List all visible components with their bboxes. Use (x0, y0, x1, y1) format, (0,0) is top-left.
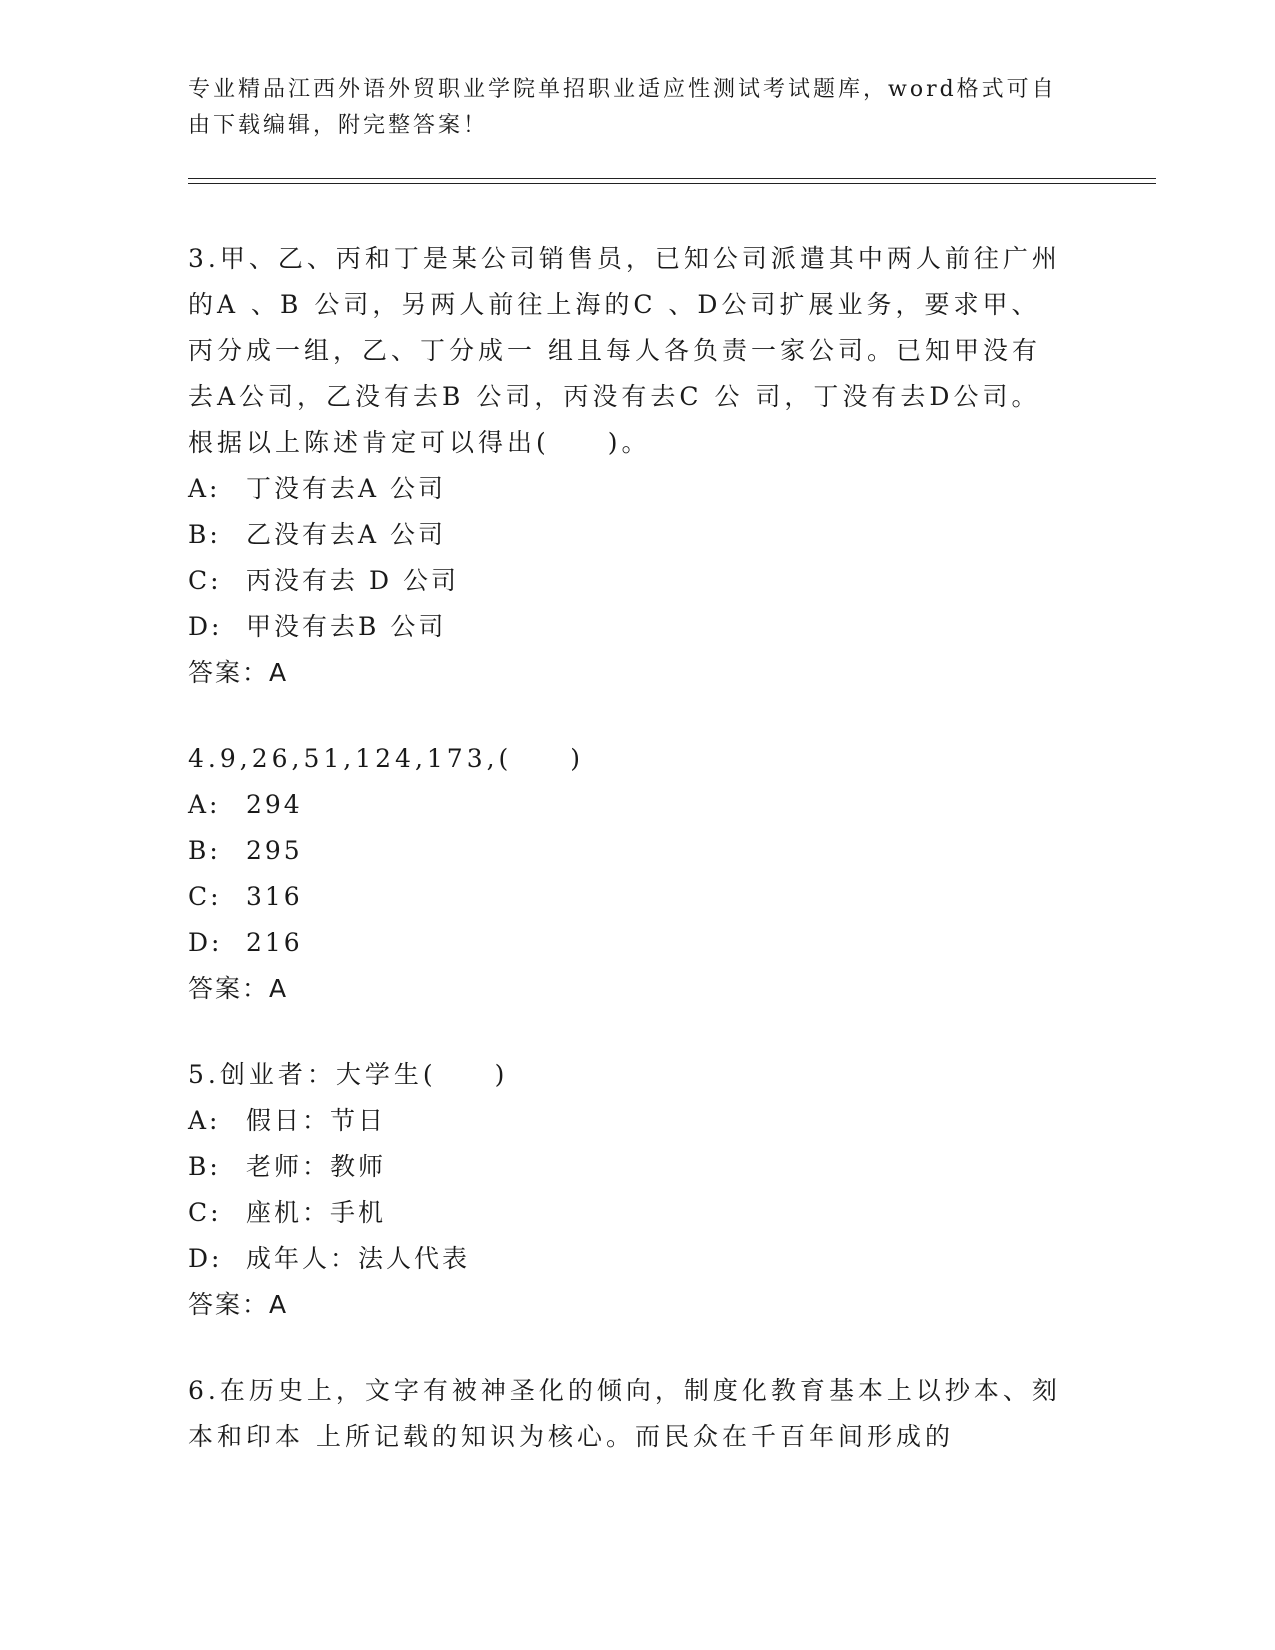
header-divider (188, 178, 1156, 179)
option-text: 丁没有去A 公司 (246, 474, 447, 503)
option-d (188, 1236, 1068, 1282)
question-list (188, 236, 1068, 1500)
option-key: B: (188, 520, 221, 549)
option-key: A: (188, 474, 221, 503)
question-stem: 3.甲、乙、丙和丁是某公司销售员，已知公司派遣其中两人前往广州的A 、B 公司，另两人前往上海的C 、D公司扩展业务，要求甲、丙分成一组，乙、丁分成一 组且每人各负责一家公司。已知甲没有去A公司，乙没有去B 公司，丙没有去C 公 司，丁没有去D公司。根据以上陈述肯定可以得出( )。 (188, 244, 1061, 457)
option-key: B: (188, 1152, 221, 1181)
option-a (188, 1098, 1068, 1144)
option-key: C: (188, 1198, 222, 1227)
option-text: 成年人：法人代表 (246, 1244, 471, 1273)
option-key: A: (188, 1106, 221, 1135)
question-5 (188, 1052, 1068, 1328)
option-text: 老师：教师 (246, 1152, 387, 1181)
option-text: 甲没有去B 公司 (246, 612, 447, 641)
option-key: A: (188, 790, 221, 819)
option-key: D: (188, 1244, 223, 1273)
question-3 (188, 236, 1068, 696)
option-b (188, 512, 1068, 558)
option-a (188, 782, 1068, 828)
option-key: C: (188, 566, 222, 595)
option-b (188, 1144, 1068, 1190)
option-text: 294 (246, 790, 303, 819)
option-text: 216 (246, 928, 303, 957)
option-c (188, 1190, 1068, 1236)
option-text: 295 (246, 836, 303, 865)
option-text: 丙没有去 D 公司 (246, 566, 459, 595)
option-text: 假日：节日 (246, 1106, 387, 1135)
option-a (188, 466, 1068, 512)
option-text: 座机：手机 (246, 1198, 387, 1227)
document-header: 专业精品江西外语外贸职业学院单招职业适应性测试考试题库，word格式可自由下载编辑，附完整答案！ (188, 77, 1057, 138)
answer-line: 答案：A (188, 1290, 289, 1319)
option-d (188, 920, 1068, 966)
option-c (188, 874, 1068, 920)
option-key: C: (188, 882, 222, 911)
question-stem: 6.在历史上，文字有被神圣化的倾向，制度化教育基本上以抄本、刻本和印本 上所记载的知识为核心。而民众在千百年间形成的 (188, 1376, 1061, 1451)
header-divider-secondary (188, 183, 1156, 184)
option-d (188, 604, 1068, 650)
option-c (188, 558, 1068, 604)
answer-line: 答案：A (188, 658, 289, 687)
option-key: D: (188, 612, 223, 641)
option-b (188, 828, 1068, 874)
option-key: D: (188, 928, 223, 957)
answer-line: 答案：A (188, 974, 289, 1003)
question-6 (188, 1368, 1068, 1460)
option-text: 316 (246, 882, 303, 911)
question-4 (188, 736, 1068, 1012)
option-key: B: (188, 836, 221, 865)
question-stem: 5.创业者：大学生( ) (188, 1060, 509, 1089)
option-text: 乙没有去A 公司 (246, 520, 447, 549)
question-stem: 4.9,26,51,124,173,( ) (188, 744, 585, 773)
